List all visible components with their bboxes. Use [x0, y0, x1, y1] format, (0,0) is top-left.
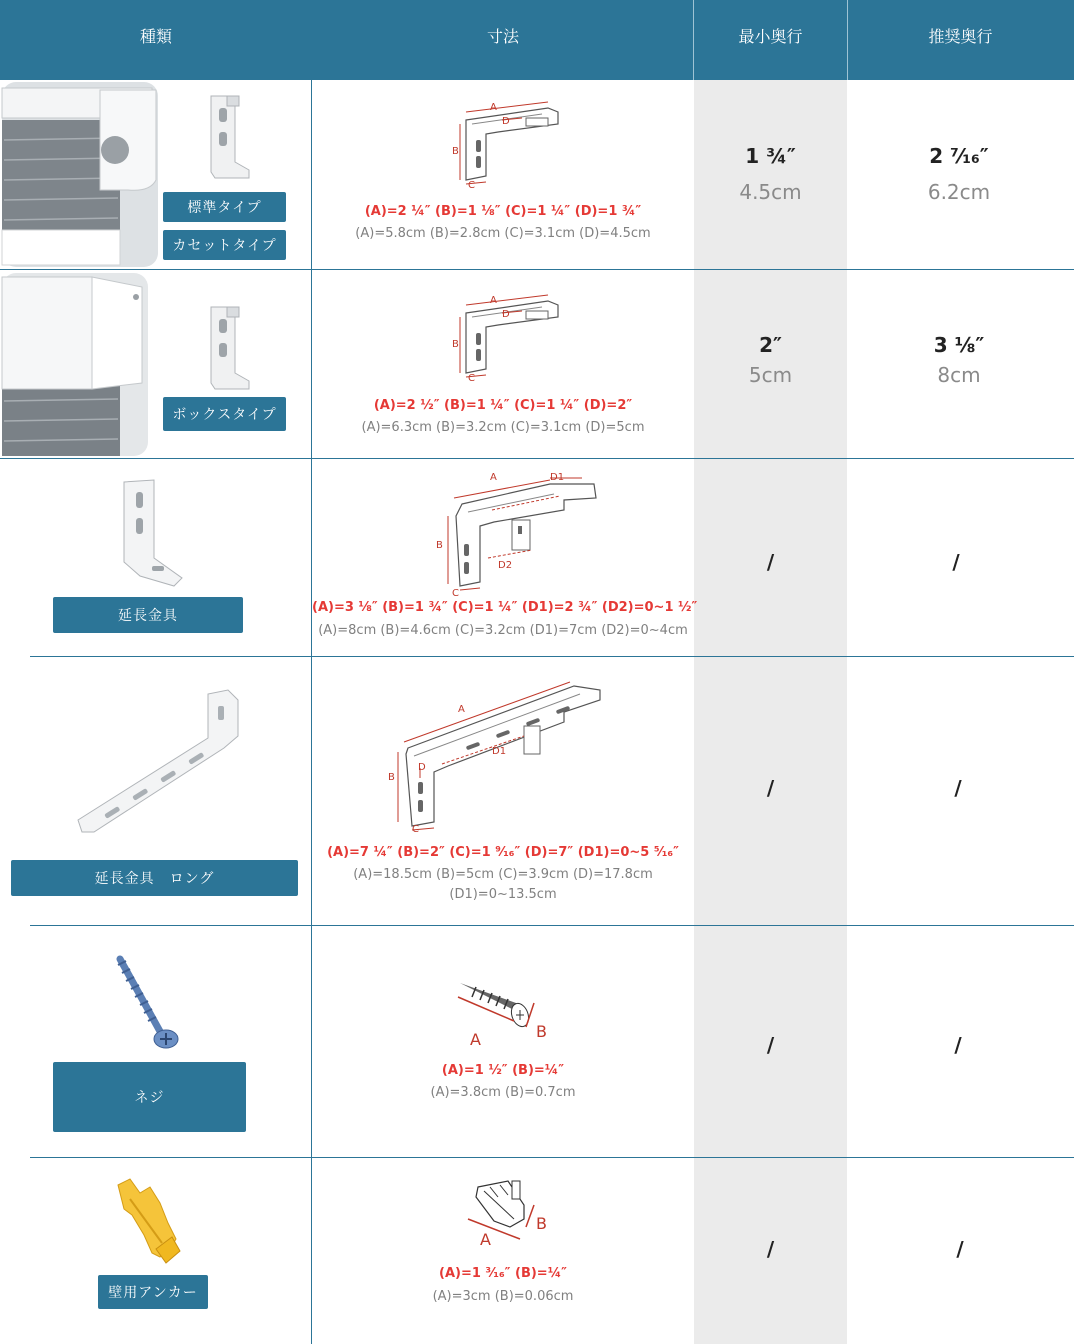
long-extension-bracket-dimension-diagram [384, 682, 604, 834]
min-depth-imperial: 2″ [759, 333, 782, 357]
extension-bracket-image [118, 478, 188, 590]
min-depth-na: / [766, 550, 775, 574]
tag-cassette-type: カセットタイプ [163, 230, 286, 260]
svg-text:A: A [470, 1030, 481, 1049]
tag-long-extension-bracket: 延長金具 ロング [11, 860, 298, 896]
recommended-depth-metric: 8cm [937, 363, 981, 387]
svg-text:B: B [536, 1022, 547, 1041]
min-depth-metric: 4.5cm [739, 180, 802, 204]
table-row [0, 458, 1074, 656]
recommended-depth-na: / [956, 1237, 964, 1261]
svg-text:A: A [490, 295, 497, 306]
bracket-dimension-diagram [452, 98, 564, 190]
dimensions-imperial: (A)=2 ¼″ (B)=1 ⅛″ (C)=1 ¼″ (D)=1 ¾″ [364, 204, 642, 219]
recommended-depth-metric: 6.2cm [927, 180, 991, 204]
dimensions-imperial: (A)=7 ¼″ (B)=2″ (C)=1 ⁹⁄₁₆″ (D)=7″ (D1)=0~5 ⁵⁄₁₆″ [327, 845, 679, 860]
dimensions-imperial: (A)=1 ³⁄₁₆″ (B)=¼″ [439, 1266, 567, 1281]
recommended-depth-imperial: 2 ⁷⁄₁₆″ [929, 144, 989, 168]
svg-text:A: A [480, 1230, 491, 1249]
tag-extension-bracket: 延長金具 [53, 597, 243, 633]
svg-text:A: A [490, 102, 497, 113]
svg-text:D: D [502, 309, 510, 320]
svg-text:A: A [490, 472, 497, 483]
header-divider [693, 0, 694, 80]
recommended-depth-na: / [954, 776, 962, 800]
recommended-depth-na: / [952, 550, 960, 574]
svg-text:C: C [468, 180, 475, 191]
svg-text:A: A [458, 704, 465, 715]
min-depth-na: / [766, 776, 775, 800]
header-type: 種類 [139, 26, 172, 46]
svg-text:D: D [418, 762, 426, 773]
table-row [0, 1157, 1074, 1344]
extension-bracket-dimension-diagram [432, 470, 602, 599]
cassette-blind-photo [0, 80, 162, 269]
table-row [0, 925, 1074, 1157]
header-divider [847, 0, 848, 80]
header-min-depth: 最小奥行 [738, 26, 803, 46]
standard-bracket-image [205, 92, 255, 182]
dimensions-metric: (A)=3cm (B)=0.06cm [432, 1289, 574, 1304]
recommended-depth-imperial: 3 ⅛″ [933, 333, 985, 357]
dimensions-metric: (A)=5.8cm (B)=2.8cm (C)=3.1cm (D)=4.5cm [355, 226, 651, 241]
svg-text:D: D [502, 116, 510, 127]
anchor-dimension-diagram [462, 1175, 562, 1247]
box-blind-photo [0, 271, 150, 458]
min-depth-na: / [766, 1237, 775, 1261]
min-depth-imperial: 1 ¾″ [745, 144, 796, 168]
bracket-dimension-diagram [452, 291, 564, 383]
svg-text:B: B [536, 1214, 547, 1233]
min-depth-na: / [766, 1033, 775, 1057]
header-dimensions: 寸法 [486, 26, 519, 46]
svg-text:B: B [388, 772, 395, 783]
svg-text:B: B [452, 146, 459, 157]
dimensions-metric: (A)=6.3cm (B)=3.2cm (C)=3.1cm (D)=5cm [361, 420, 645, 435]
svg-text:C: C [412, 824, 419, 835]
dimensions-imperial: (A)=2 ½″ (B)=1 ¼″ (C)=1 ¼″ (D)=2″ [373, 398, 633, 413]
dimensions-metric: (A)=3.8cm (B)=0.7cm [430, 1085, 576, 1100]
dimensions-imperial: (A)=1 ½″ (B)=¼″ [441, 1063, 565, 1078]
screw-dimension-diagram [452, 977, 562, 1047]
svg-text:B: B [436, 540, 443, 551]
screw-image [112, 955, 184, 1051]
header-recommended-depth: 推奨奥行 [928, 26, 993, 46]
dimensions-metric: (A)=18.5cm (B)=5cm (C)=3.9cm (D)=17.8cm [353, 867, 653, 882]
recommended-depth-na: / [954, 1033, 962, 1057]
table-row [0, 80, 1074, 269]
long-extension-bracket-image [74, 686, 246, 846]
table-row [0, 269, 1074, 458]
dimensions-metric: (A)=8cm (B)=4.6cm (C)=3.2cm (D1)=7cm (D2)=0~4cm [318, 623, 688, 638]
tag-standard-type: 標準タイプ [163, 192, 286, 222]
table-header [0, 0, 1074, 80]
wall-anchor-image [110, 1179, 184, 1265]
min-depth-metric: 5cm [748, 363, 793, 387]
tag-box-type: ボックスタイプ [163, 397, 286, 431]
dimensions-metric-cont: (D1)=0~13.5cm [449, 887, 557, 902]
svg-text:D1: D1 [492, 746, 507, 757]
svg-text:C: C [452, 588, 459, 599]
svg-text:D2: D2 [498, 560, 513, 571]
svg-text:B: B [452, 339, 459, 350]
table-row [0, 656, 1074, 925]
tag-wall-anchor: 壁用アンカー [98, 1275, 208, 1309]
dimensions-imperial: (A)=3 ⅛″ (B)=1 ¾″ (C)=1 ¼″ (D1)=2 ¾″ (D2)=0~1 ½″ [312, 600, 698, 615]
box-bracket-image [205, 303, 255, 393]
svg-text:D1: D1 [550, 472, 565, 483]
tag-screw: ネジ [53, 1062, 246, 1132]
svg-text:C: C [468, 373, 475, 384]
